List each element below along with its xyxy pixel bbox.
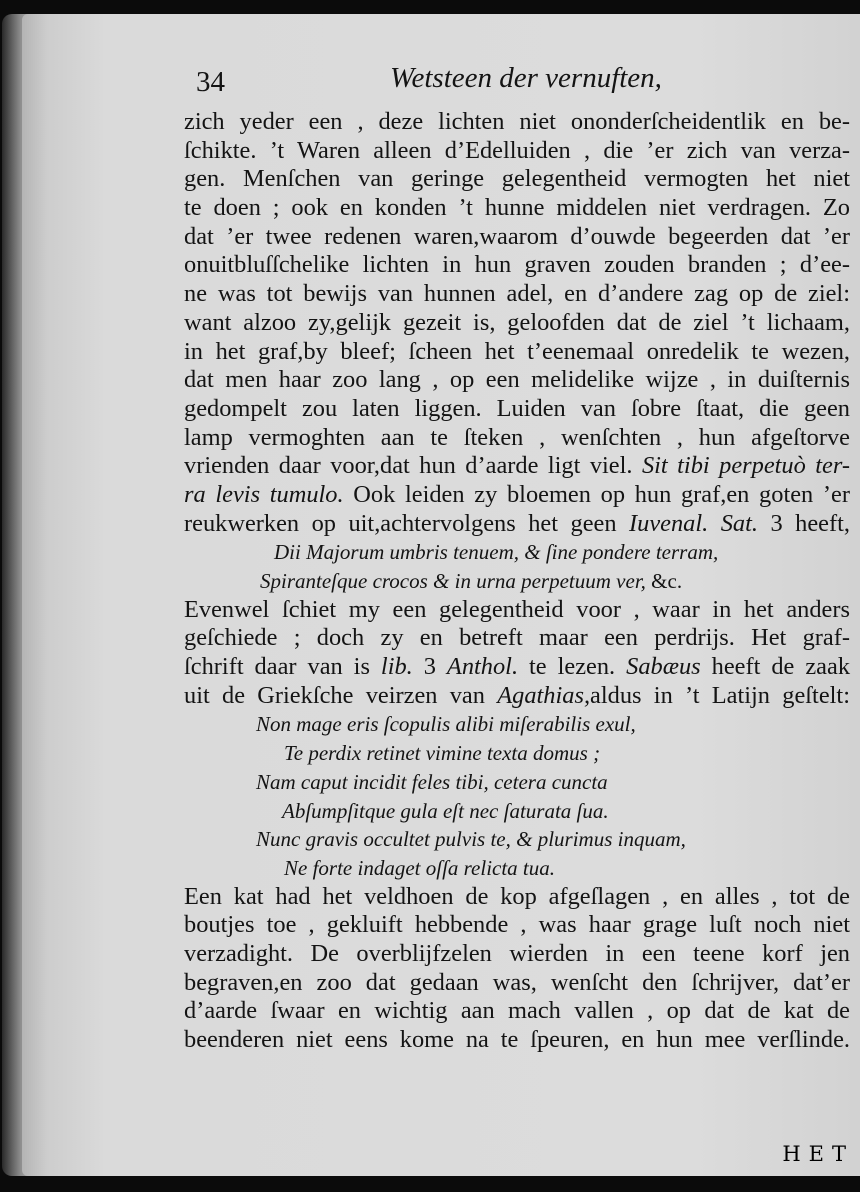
text-line: verzadight. De overblijfzelen wierden in een teene korf jen [184, 939, 850, 967]
text-line: want alzoo zy,gelijk gezeit is, geloofden dat de ziel ’t lichaam, [184, 308, 850, 336]
latin-quote: ra levis tumulo. [184, 480, 344, 508]
text-line: dat men haar zoo lang , op een melidelike wijze , in duiſternis [184, 366, 850, 394]
text-line [184, 510, 850, 539]
text-line: te doen ; ook en konden ’t hunne middelen niet verdragen. Zo [184, 194, 850, 222]
text-line: ne was tot bewijs van hunnen adel, en d’andere zag op de ziel: [184, 280, 850, 308]
text-line: Een kat had het veldhoen de kop afgeſlagen , en alles , tot de [184, 882, 850, 910]
text-span: aldus in ’t Latijn geſtelt: [590, 681, 850, 709]
verse-line: Non mage eris ſcopulis alibi miſerabilis exul, [256, 712, 636, 737]
text-span: 3 [412, 653, 447, 681]
etc-text: &c. [645, 569, 683, 593]
text-line: gedompelt zou laten liggen. Luiden van ſobre ſtaat, die geen [184, 394, 850, 422]
text-line: dat ’er twee redenen waren,waarom d’ouwde begeerden dat ’er [184, 222, 850, 250]
verse-line: Abſumpſitque gula eſt nec ſaturata ſua. [282, 798, 609, 823]
text-line: lamp vermoghten aan te ſteken , wenſchten , hun afgeſtorve [184, 423, 850, 451]
verse-line: Ne forte indaget oſſa relicta tua. [284, 855, 556, 880]
text-span: reukwerken op uit,achtervolgens het geen [184, 509, 630, 537]
verse-line [184, 567, 850, 596]
text-span: uit de Griekſche veirzen van [184, 681, 498, 709]
author-name: Sabæus [626, 653, 701, 681]
text-line: onuitbluſſchelike lichten in hun graven zouden branden ; d’ee- [184, 251, 850, 279]
text-line: zich yeder een , deze lichten niet ononderſcheidentlik en be- [184, 108, 850, 135]
text-span: 3 heeft, [758, 509, 850, 537]
text-line [184, 653, 850, 682]
text-line: boutjes toe , gekluift hebbende , was haar grage luſt noch niet [184, 911, 850, 939]
verse-line: Nunc gravis occultet pulvis te, & plurimus inquam, [256, 827, 686, 852]
page [22, 14, 860, 1176]
text-line [184, 481, 850, 510]
text-span: heeft de zaak [700, 653, 851, 681]
text-line: gen. Menſchen van geringe gelegentheid vermogten het niet [184, 165, 850, 193]
page-number: 34 [196, 66, 225, 98]
text-line: geſchiede ; doch zy en betreft maar een perdrijs. Het graf- [184, 624, 850, 652]
catchword: HET [782, 1142, 854, 1166]
citation: Iuvenal. Sat. [629, 509, 758, 537]
page-header [184, 58, 850, 108]
text-span: te lezen. [518, 653, 627, 681]
verse-line: Te perdix retinet vimine texta domus ; [284, 741, 601, 766]
running-head: Wetsteen der vernuften, [390, 62, 662, 94]
citation: lib. [380, 653, 413, 681]
text-line: begraven,en zoo dat gedaan was, wenſcht den ſchrijver, dat’er [184, 968, 850, 996]
text-span: vrienden daar voor,dat hun d’aarde ligt viel. [184, 452, 642, 480]
verse-line [184, 538, 850, 567]
latin-quote: Sit tibi perpetuò ter- [641, 452, 850, 480]
text-line: in het graf,by bleef; ſcheen het t’eenemaal onredelik te wezen, [184, 337, 850, 365]
verse-text: Spiranteſque crocos & in urna perpetuum ver, [260, 569, 646, 593]
text-span: ſchrift daar van is [184, 653, 381, 681]
author-name: Agathias, [497, 681, 591, 709]
verse-text: Dii Majorum umbris tenuem, & ſine pondere terram, [274, 540, 719, 565]
text-line [184, 452, 850, 481]
text-line: ſchikte. ’t Waren alleen d’Edelluiden , die ’er zich van verza- [184, 136, 850, 164]
text-block [184, 58, 850, 1055]
text-span: Ook leiden zy bloemen op hun graf,en goten ’er [343, 480, 850, 508]
text-line: d’aarde ſwaar en wichtig aan mach vallen , op dat de kat de [184, 997, 850, 1025]
text-line [184, 682, 850, 711]
text-line: Evenwel ſchiet my een gelegentheid voor , waar in het anders [184, 595, 850, 623]
verse-line: Nam caput incidit feles tibi, cetera cuncta [256, 769, 608, 794]
text-line: beenderen niet eens kome na te ſpeuren, en hun mee verſlinde. [184, 1026, 850, 1053]
citation: Anthol. [446, 653, 519, 681]
